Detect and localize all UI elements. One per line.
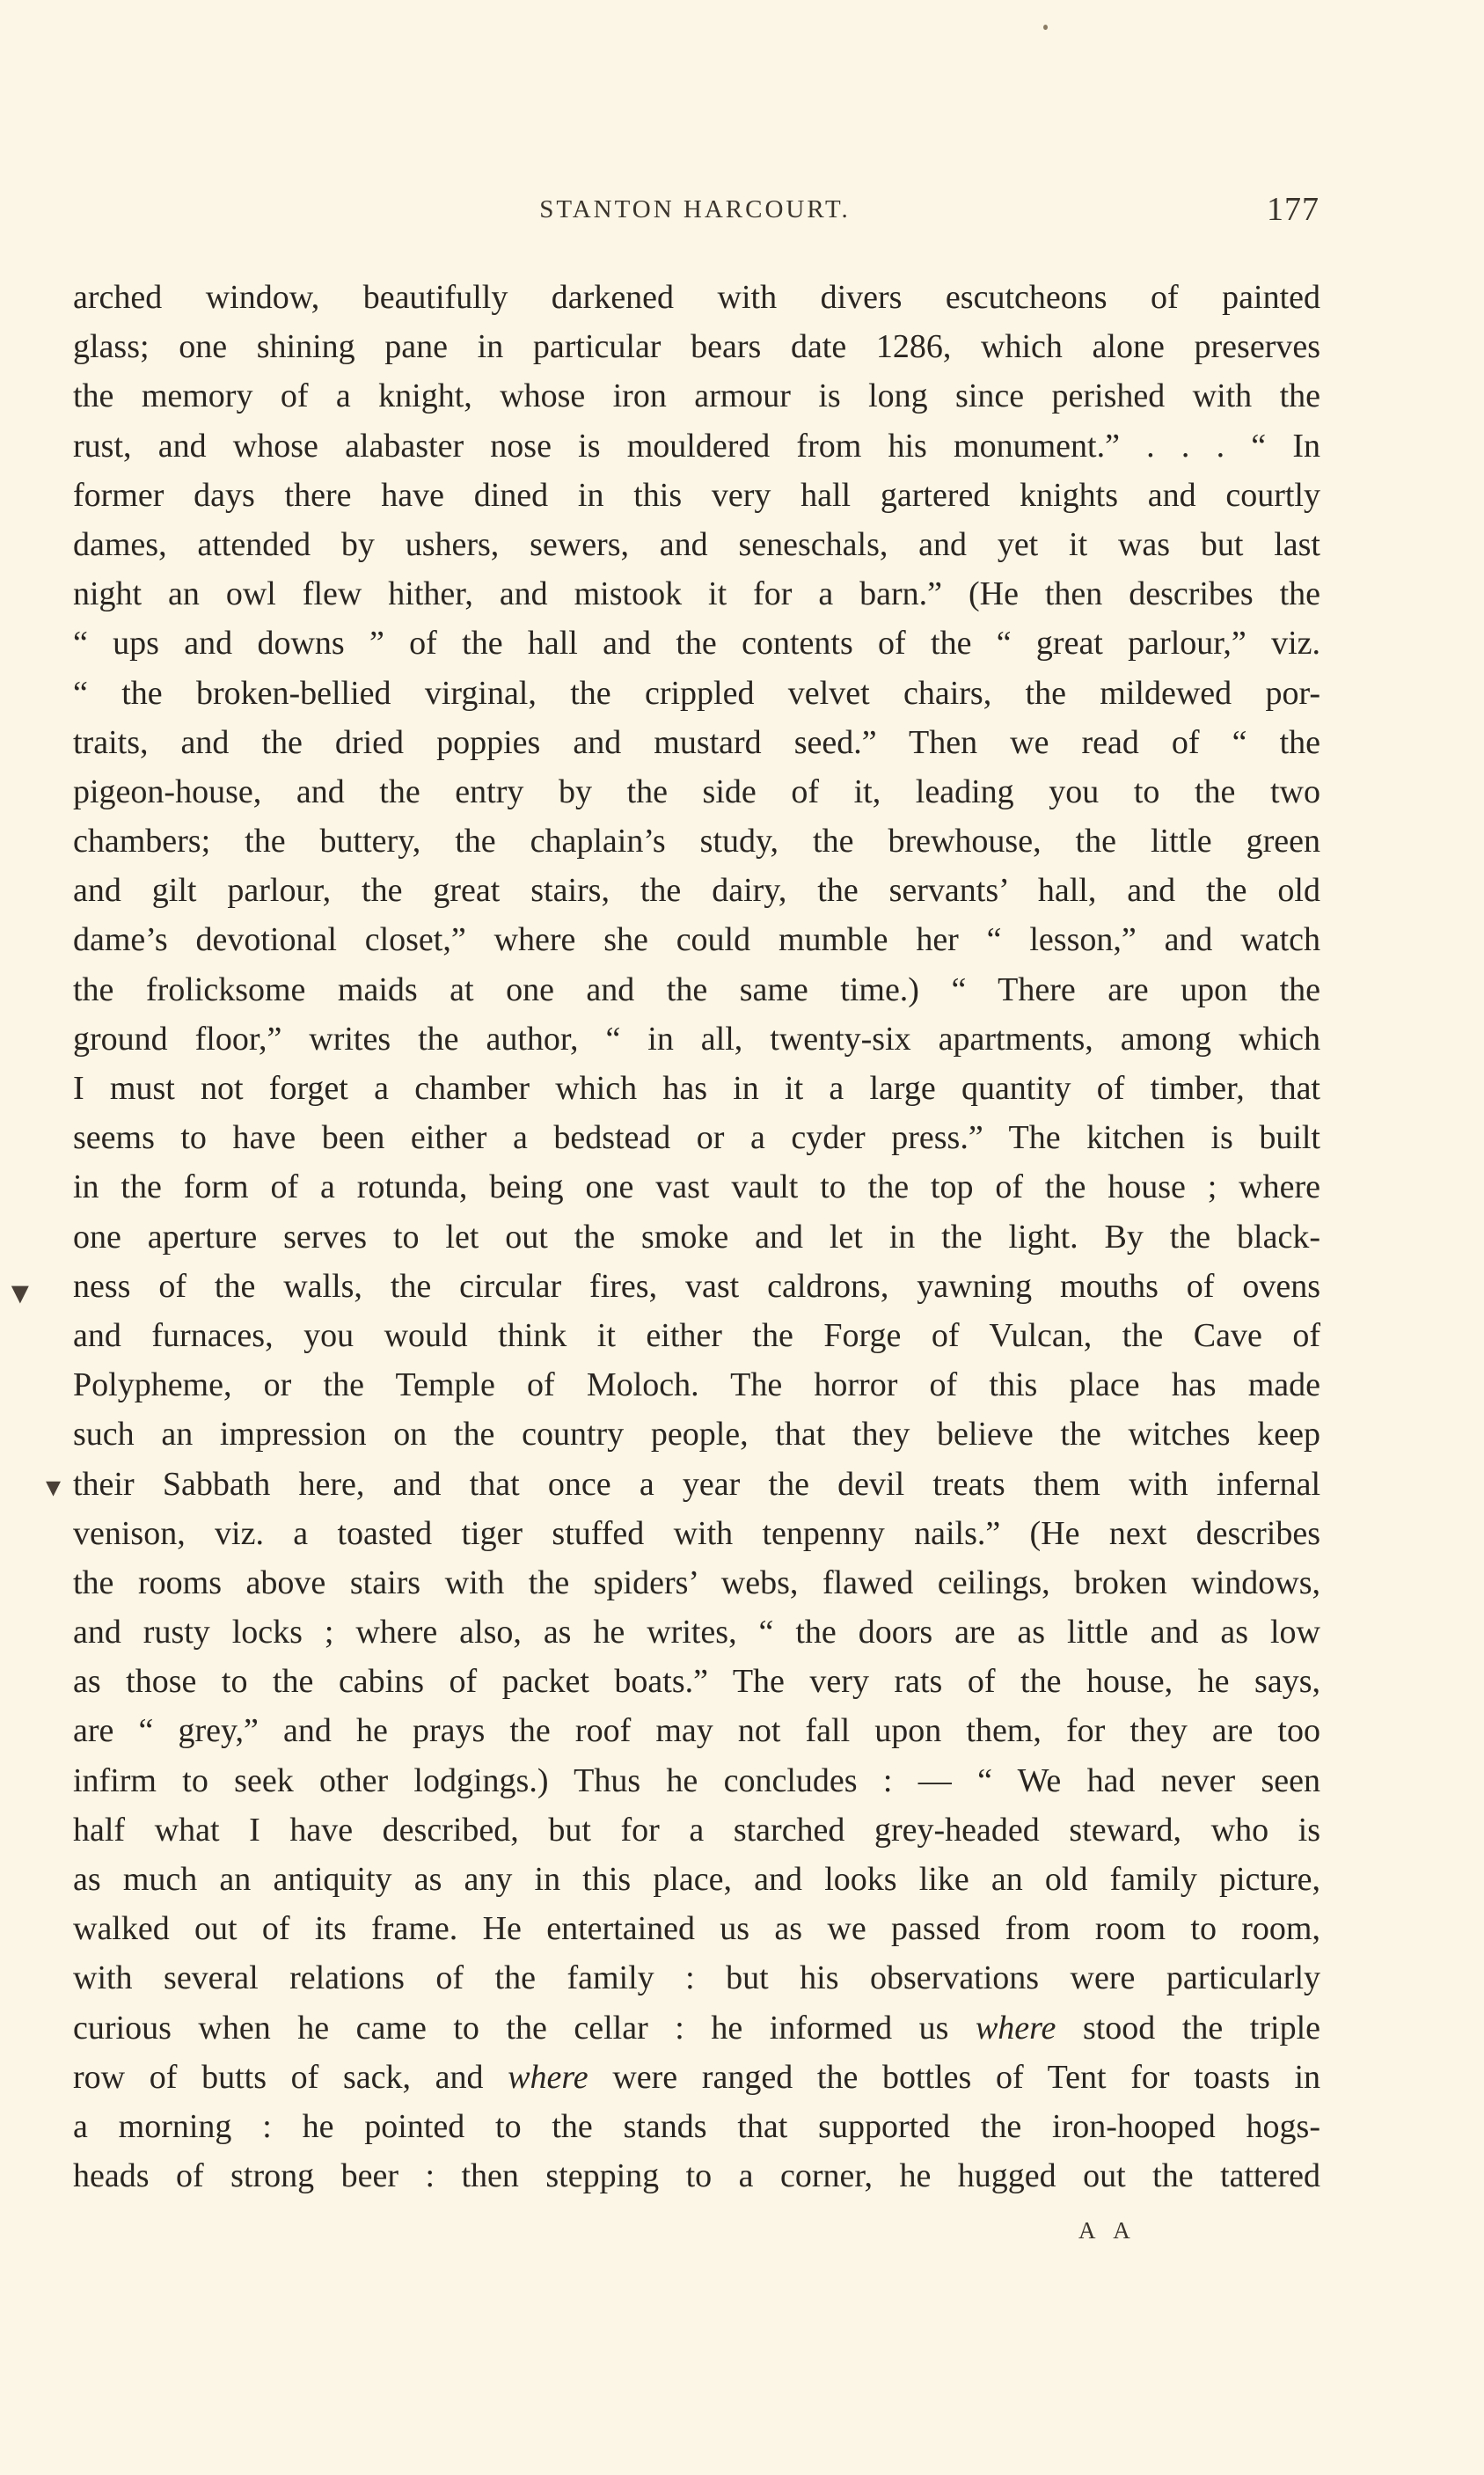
margin-ink-mark: ▾ bbox=[46, 1471, 62, 1504]
ink-speck bbox=[1043, 25, 1048, 30]
text-line: row of butts of sack, and where were ranged the bottles of Tent for toasts in bbox=[73, 2058, 1320, 2096]
text-line: chambers; the buttery, the chaplain’s study, the brewhouse, the little green bbox=[73, 823, 1320, 860]
text-line: as much an antiquity as any in this place, and looks like an old family picture, bbox=[73, 1861, 1320, 1898]
text-line: in the form of a rotunda, being one vast vault to the top of the house ; where bbox=[73, 1168, 1320, 1206]
text-line: half what I have described, but for a starched grey-headed steward, who is bbox=[73, 1811, 1320, 1849]
text-line: “ ups and downs ” of the hall and the contents of the “ great parlour,” viz. bbox=[73, 625, 1320, 663]
italic-word: where bbox=[975, 2009, 1056, 2047]
text-line: dames, attended by ushers, sewers, and seneschals, and yet it was but last bbox=[73, 525, 1320, 563]
text-line: with several relations of the family : but his observations were particularly bbox=[73, 1959, 1320, 1997]
page-number: 177 bbox=[1267, 191, 1320, 228]
text-line: night an owl flew hither, and mistook it for a barn.” (He then describes the bbox=[73, 575, 1320, 613]
text-line: and furnaces, you would think it either the Forge of Vulcan, the Cave of bbox=[73, 1316, 1320, 1354]
text-line: such an impression on the country people, that they believe the witches keep bbox=[73, 1416, 1320, 1454]
text-line: dame’s devotional closet,” where she could mumble her “ lesson,” and watch bbox=[73, 921, 1320, 959]
text-line: pigeon-house, and the entry by the side of it, leading you to the two bbox=[73, 773, 1320, 810]
text-line: curious when he came to the cellar : he informed us where stood the triple bbox=[73, 2009, 1320, 2047]
text-line: rust, and whose alabaster nose is mouldered from his monument.” . . . “ In bbox=[73, 427, 1320, 465]
text-line: I must not forget a chamber which has in it a large quantity of timber, that bbox=[73, 1070, 1320, 1107]
text-line: Polypheme, or the Temple of Moloch. The horror of this place has made bbox=[73, 1366, 1320, 1404]
text-line: glass; one shining pane in particular bears date 1286, which alone preserves bbox=[73, 328, 1320, 366]
text-line: arched window, beautifully darkened with divers escutcheons of painted bbox=[73, 279, 1320, 316]
text-line: “ the broken-bellied virginal, the crippled velvet chairs, the mildewed por- bbox=[73, 674, 1320, 712]
running-title: STANTON HARCOURT. bbox=[539, 195, 851, 223]
text-line: and rusty locks ; where also, as he writes, “ the doors are as little and as low bbox=[73, 1614, 1320, 1651]
text-line: infirm to seek other lodgings.) Thus he concludes : — “ We had never seen bbox=[73, 1761, 1320, 1799]
text-line: heads of strong beer : then stepping to a corner, he hugged out the tattered bbox=[73, 2157, 1320, 2195]
italic-word: where bbox=[508, 2058, 588, 2096]
margin-ink-mark: ▼ bbox=[5, 1278, 35, 1310]
text-line: and gilt parlour, the great stairs, the dairy, the servants’ hall, and the old bbox=[73, 872, 1320, 910]
text-line: venison, viz. a toasted tiger stuffed with tenpenny nails.” (He next describes bbox=[73, 1514, 1320, 1552]
text-line: their Sabbath here, and that once a year the devil treats them with infernal bbox=[73, 1465, 1320, 1503]
signature-mark: A A bbox=[1078, 2217, 1137, 2244]
text-line: ground floor,” writes the author, “ in all, twenty-six apartments, among which bbox=[73, 1020, 1320, 1058]
text-line: one aperture serves to let out the smoke and let in the light. By the black- bbox=[73, 1218, 1320, 1256]
text-line: ness of the walls, the circular fires, vast caldrons, yawning mouths of ovens bbox=[73, 1267, 1320, 1305]
text-line: as those to the cabins of packet boats.” The very rats of the house, he says, bbox=[73, 1663, 1320, 1701]
text-line: the frolicksome maids at one and the same time.) “ There are upon the bbox=[73, 970, 1320, 1008]
text-line: walked out of its frame. He entertained us as we passed from room to room, bbox=[73, 1910, 1320, 1948]
text-line: seems to have been either a bedstead or a cyder press.” The kitchen is built bbox=[73, 1119, 1320, 1157]
text-line: the memory of a knight, whose iron armour is long since perished with the bbox=[73, 377, 1320, 415]
text-line: a morning : he pointed to the stands that supported the iron-hooped hogs- bbox=[73, 2107, 1320, 2145]
text-line: the rooms above stairs with the spiders’ webs, flawed ceilings, broken windows, bbox=[73, 1563, 1320, 1601]
text-line: traits, and the dried poppies and mustard seed.” Then we read of “ the bbox=[73, 723, 1320, 761]
text-line: are “ grey,” and he prays the roof may not fall upon them, for they are too bbox=[73, 1712, 1320, 1750]
running-head bbox=[70, 191, 1320, 239]
text-line: former days there have dined in this very hall gartered knights and courtly bbox=[73, 476, 1320, 514]
body-text bbox=[73, 273, 1320, 2200]
